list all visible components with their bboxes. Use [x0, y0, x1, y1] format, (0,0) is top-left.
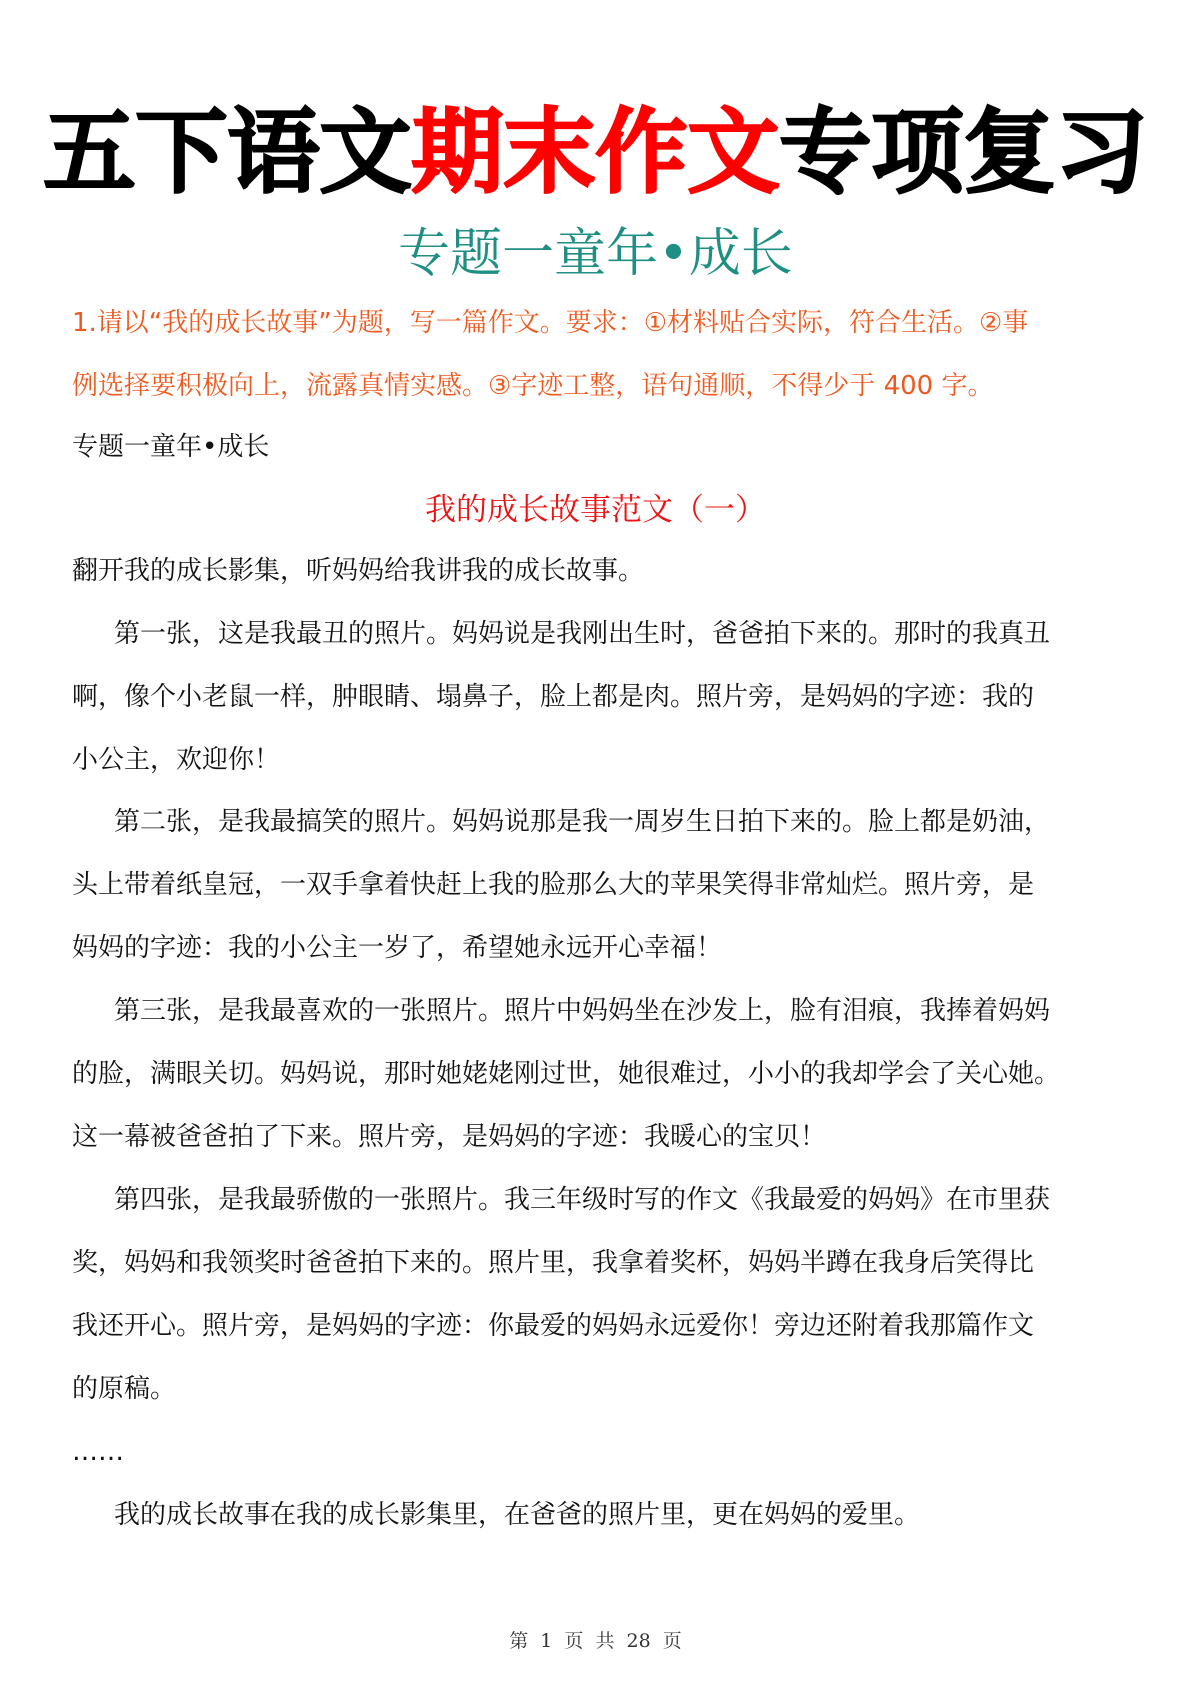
body-line-8: 第三张，是我最喜欢的一张照片。照片中妈妈坐在沙发上，脸有泪痕，我捧着妈妈	[114, 996, 1051, 1026]
main-title-highlight: 期末作文	[411, 99, 780, 206]
main-title	[0, 98, 1191, 208]
body-line-12: 奖，妈妈和我领奖时爸爸拍下来的。照片里，我拿着奖杯，妈妈半蹲在我身后笑得比	[72, 1248, 1035, 1278]
body-line-2: 第一张，这是我最丑的照片。妈妈说是我刚出生时，爸爸拍下来的。那时的我真丑	[114, 619, 1051, 649]
body-line-1: 翻开我的成长影集，听妈妈给我讲我的成长故事。	[72, 556, 645, 586]
topic-label: 专题一童年•成长	[72, 432, 270, 462]
body-line-9: 的脸，满眼关切。妈妈说，那时她姥姥刚过世，她很难过，小小的我却学会了关心她。	[72, 1059, 1061, 1089]
topic-title: 专题一童年•成长	[398, 224, 793, 284]
body-line-13: 我还开心。照片旁，是妈妈的字迹：你最爱的妈妈永远爱你！旁边还附着我那篇作文	[72, 1311, 1035, 1341]
body-line-4: 小公主，欢迎你！	[72, 745, 281, 775]
body-line-5: 第二张，是我最搞笑的照片。妈妈说那是我一周岁生日拍下来的。脸上都是奶油，	[114, 807, 1051, 837]
body-line-14: 的原稿。	[72, 1374, 177, 1404]
essay-title: 我的成长故事范文（一）	[425, 492, 766, 528]
page-number-footer: 第 1 页 共 28 页	[509, 1630, 682, 1652]
main-title-part-3: 专项复习	[779, 99, 1148, 206]
body-line-10: 这一幕被爸爸拍了下来。照片旁，是妈妈的字迹：我暖心的宝贝！	[72, 1122, 827, 1152]
body-line-11: 第四张，是我最骄傲的一张照片。我三年级时写的作文《我最爱的妈妈》在市里获	[114, 1185, 1051, 1215]
body-line-3: 啊，像个小老鼠一样，肿眼睛、塌鼻子，脸上都是肉。照片旁，是妈妈的字迹：我的	[72, 682, 1035, 712]
requirement-line-2: 例选择要积极向上，流露真情实感。③字迹工整，语句通顺，不得少于 400 字。	[72, 371, 994, 401]
body-line-6: 头上带着纸皇冠，一双手拿着快赶上我的脸那么大的苹果笑得非常灿烂。照片旁，是	[72, 870, 1035, 900]
conclusion-line: 我的成长故事在我的成长影集里，在爸爸的照片里，更在妈妈的爱里。	[114, 1500, 921, 1530]
ellipsis-line: ……	[72, 1437, 124, 1467]
body-line-7: 妈妈的字迹：我的小公主一岁了，希望她永远开心幸福！	[72, 933, 723, 963]
main-title-part-1: 五下语文	[43, 99, 412, 206]
requirement-line-1: 1.请以“我的成长故事”为题，写一篇作文。要求：①材料贴合实际，符合生活。②事	[72, 308, 1029, 338]
